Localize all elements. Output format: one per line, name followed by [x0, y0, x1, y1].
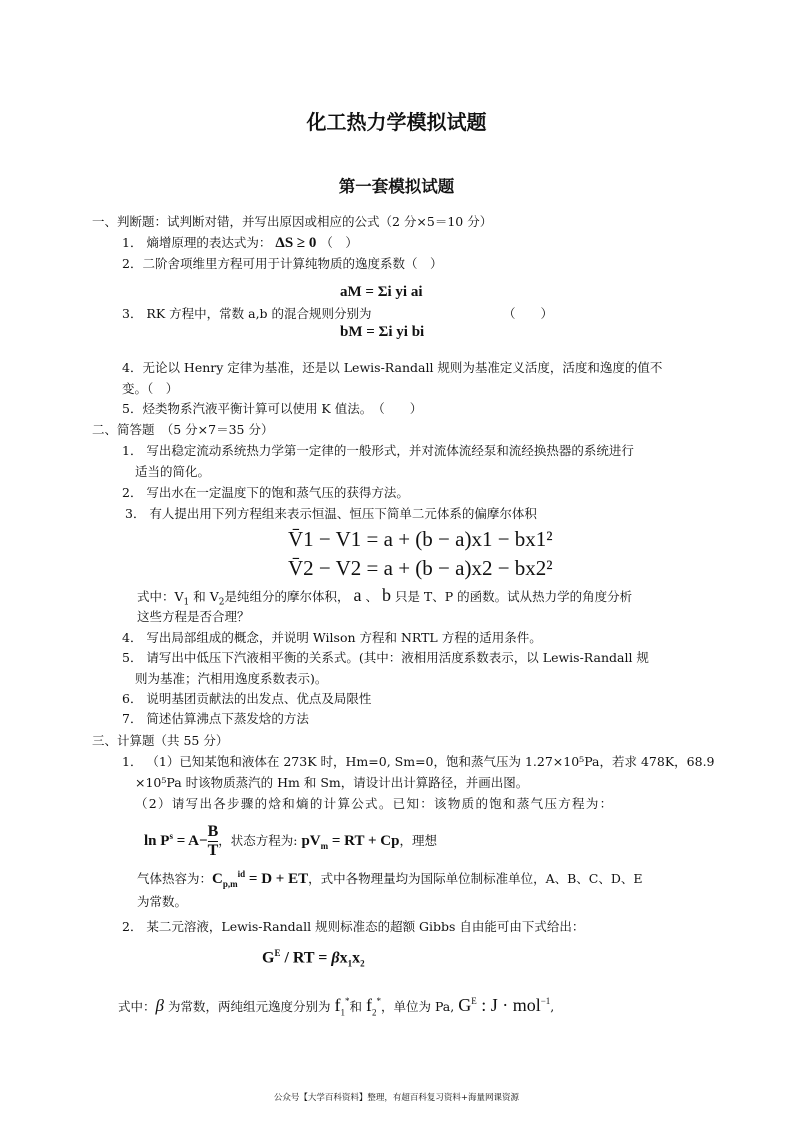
s1-q3-formula-a: aM = Σi yi ai — [340, 284, 423, 300]
s1-q3-formula-b: bM = Σi yi bi — [340, 324, 425, 340]
s2-q3-formula-1: V̄1 − V1 = a + (b − a)x1 − bx1² — [288, 527, 553, 551]
s2-q5-line1: 5． 请写出中低压下汽液相平衡的关系式。(其中：液相用活度系数表示，以 Lewis-Randall 规 — [122, 650, 649, 665]
s3-q2-formula: $G^E$ / RT = $\beta x_1x_2$ — [262, 948, 365, 969]
vapor-pressure-eq: $\ln P^s = A-$ — [144, 831, 208, 849]
s1-q1-formula: ΔS ≥ 0 — [275, 235, 317, 251]
section3-heading: 三、计算题（共 55 分） — [92, 733, 229, 748]
s3-q1-line3: （2）请写出各步骤的焓和熵的计算公式。已知：该物质的饱和蒸气压方程为： — [135, 796, 614, 811]
s2-q3-note-line2: 这些方程是否合理？ — [137, 609, 250, 624]
s1-q1 — [122, 235, 358, 251]
s3-q2-line1: 2． 某二元溶液，Lewis-Randall 规则标准态的超额 Gibbs 自由能可由下式给出： — [122, 919, 585, 934]
s1-q1-blank: （ ） — [320, 235, 358, 250]
document-title: 化工热力学模拟试题 — [306, 110, 487, 134]
s2-q1-line1: 1． 写出稳定流动系统热力学第一定律的一般形式，并对流体流经泵和流经换热器的系统进行 — [122, 443, 634, 458]
note-part: 式中：V — [137, 589, 184, 604]
footer-note: 公众号【大学百科资料】整理，有超百科复习资料+海量网课资源 — [273, 1093, 520, 1103]
s1-q4-line1: 4．无论以 Henry 定律为基准，还是以 Lewis-Randall 规则为基准定义活度，活度和逸度的值不 — [122, 360, 663, 375]
section1-heading: 一、判断题：试判断对错，并写出原因或相应的公式（2 分×5＝10 分） — [92, 214, 493, 229]
var-b: b — [381, 585, 391, 605]
eq-text: ，状态方程为: — [218, 833, 298, 848]
s3-q1-cp — [137, 866, 643, 892]
document-subtitle: 第一套模拟试题 — [338, 177, 455, 196]
cp-formula: $C_{p,m}^{id} = D$ + ET — [212, 869, 309, 889]
s2-q6: 6． 说明基团贡献法的出发点、优点及局限性 — [122, 691, 372, 706]
state-eq: $pV_m$ = RT + Cp — [301, 833, 400, 851]
section2-heading: 二、简答题 （5 分×7＝35 分） — [92, 422, 274, 437]
s1-q3-blank: （ ） — [503, 306, 554, 321]
cp-suffix: ，式中各物理量均为国际单位制标准单位，A、B、C、D、E — [308, 871, 643, 886]
s2-q4: 4． 写出局部组成的概念，并说明 Wilson 方程和 NRTL 方程的适用条件。 — [122, 630, 542, 645]
s1-q5: 5．烃类物系汽液平衡计算可以使用 K 值法。 （ ） — [122, 401, 423, 416]
s2-q3-formula-2: V̄2 − V2 = a + (b − a)x2 − bx2² — [288, 556, 553, 580]
unit-formula: $G^E$ : J · mol$^{-1}$ — [458, 995, 551, 1015]
note-part: 是纯组分的摩尔体积， — [224, 589, 350, 604]
s3-q1-last: 为常数。 — [137, 894, 188, 909]
eq-tail: ，理想 — [399, 833, 437, 848]
cp-prefix: 气体热容为： — [137, 871, 213, 886]
note-c: 和 — [349, 999, 362, 1014]
s2-q3: 3． 有人提出用下列方程组来表示恒温、恒压下简单二元体系的偏摩尔体积 — [125, 506, 537, 521]
s3-q1-equation — [144, 816, 437, 866]
s2-q2: 2． 写出水在一定温度下的饱和蒸气压的获得方法。 — [122, 485, 409, 500]
s1-q2: 2．二阶舍项维里方程可用于计算纯物质的逸度系数（ ） — [122, 256, 443, 271]
note-part: 只是 T、P 的函数。试从热力学的角度分析 — [394, 589, 633, 604]
s2-q3-note-line1: 式中：$V_1$ 和 $V_2$是纯组分的摩尔体积， a 、 b 只是 T、P 的函数。试从热力学的角度分析 — [137, 585, 633, 608]
s1-q3: 3． RK 方程中，常数 a,b 的混合规则分别为 — [122, 306, 372, 321]
s2-q5-line2: 则为基准；汽相用逸度系数表示)。 — [135, 671, 328, 686]
fraction-b-over-t: $\frac{B}{T}$ — [207, 823, 219, 859]
s2-q1-line2: 适当的简化。 — [135, 464, 211, 479]
s2-q7: 7． 简述估算沸点下蒸发焓的方法 — [122, 711, 309, 726]
note-b: 为常数，两纯组元逸度分别为 — [167, 999, 331, 1014]
note-d: ，单位为 Pa, — [380, 999, 455, 1014]
note-part: 和 V — [193, 589, 219, 604]
s3-q1-line1: 1． （1）已知某饱和液体在 273K 时，Hm=0, Sm=0，饱和蒸气压为 1.27×10⁵Pa，若求 478K，68.9 — [122, 754, 715, 769]
s1-q4-line2: 变。（ ） — [122, 381, 179, 396]
s3-q2-note: 式中：β 为常数，两纯组元逸度分别为 $f_1^*$和 $f_2^*$，单位为 Pa, $G^E$ : J · mol$^{-1}$, — [118, 995, 555, 1018]
var-a: a — [353, 585, 362, 605]
s1-q1-text: 1． 熵增原理的表达式为： — [122, 235, 272, 250]
note-a: 式中： — [118, 999, 156, 1014]
s3-q1-line2: ×10⁵Pa 时该物质蒸汽的 Hm 和 Sm，请设计出计算路径，并画出图。 — [135, 775, 529, 790]
